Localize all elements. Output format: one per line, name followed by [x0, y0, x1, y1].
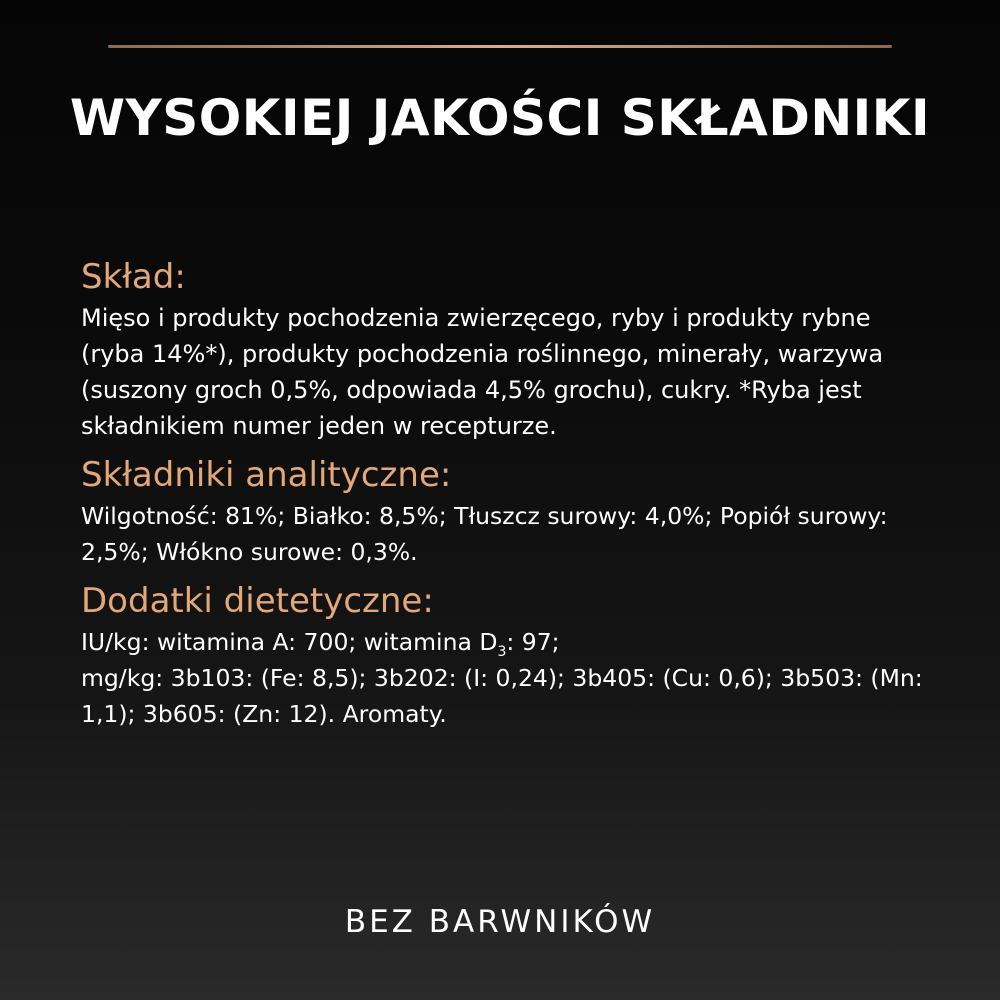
- ingredients-content: [81, 256, 941, 732]
- decorative-gold-rule: [108, 45, 892, 48]
- additives-text: [81, 624, 941, 732]
- additives-vitamin-d-value: : 97;: [506, 628, 560, 656]
- composition-title: Skład:: [81, 257, 186, 297]
- composition-section: [81, 256, 941, 444]
- analytical-text: Wilgotność: 81%; Białko: 8,5%; Tłuszcz surowy: 4,0%; Popiół surowy: 2,5%; Włókno surowe: 0,3%.: [81, 502, 888, 566]
- additives-title: Dodatki dietetyczne:: [81, 581, 434, 621]
- no-colorants-label: BEZ BARWNIKÓW: [344, 904, 656, 940]
- headline: WYSOKIEJ JAKOŚCI SKŁADNIKI: [69, 89, 931, 147]
- additives-trace-elements: mg/kg: 3b103: (Fe: 8,5); 3b202: (I: 0,24); 3b405: (Cu: 0,6); 3b503: (Mn: 1,1); 3b605: (Zn: 12). Aromaty.: [81, 664, 923, 728]
- additives-vitamins: IU/kg: witamina A: 700; witamina D: [81, 628, 498, 656]
- vitamin-d-subscript: 3: [497, 644, 507, 660]
- analytical-section: [81, 454, 941, 570]
- composition-text: Mięso i produkty pochodzenia zwierzęcego, ryby i produkty rybne (ryba 14%*), produkty pochodzenia roślinnego, minerały, warzywa (suszony groch 0,5%, odpowiada 4,5% grochu), cukry. *Ryba jest składnikiem numer jeden w recepturze.: [81, 304, 884, 440]
- additives-section: [81, 580, 941, 732]
- analytical-title: Składniki analityczne:: [81, 455, 452, 495]
